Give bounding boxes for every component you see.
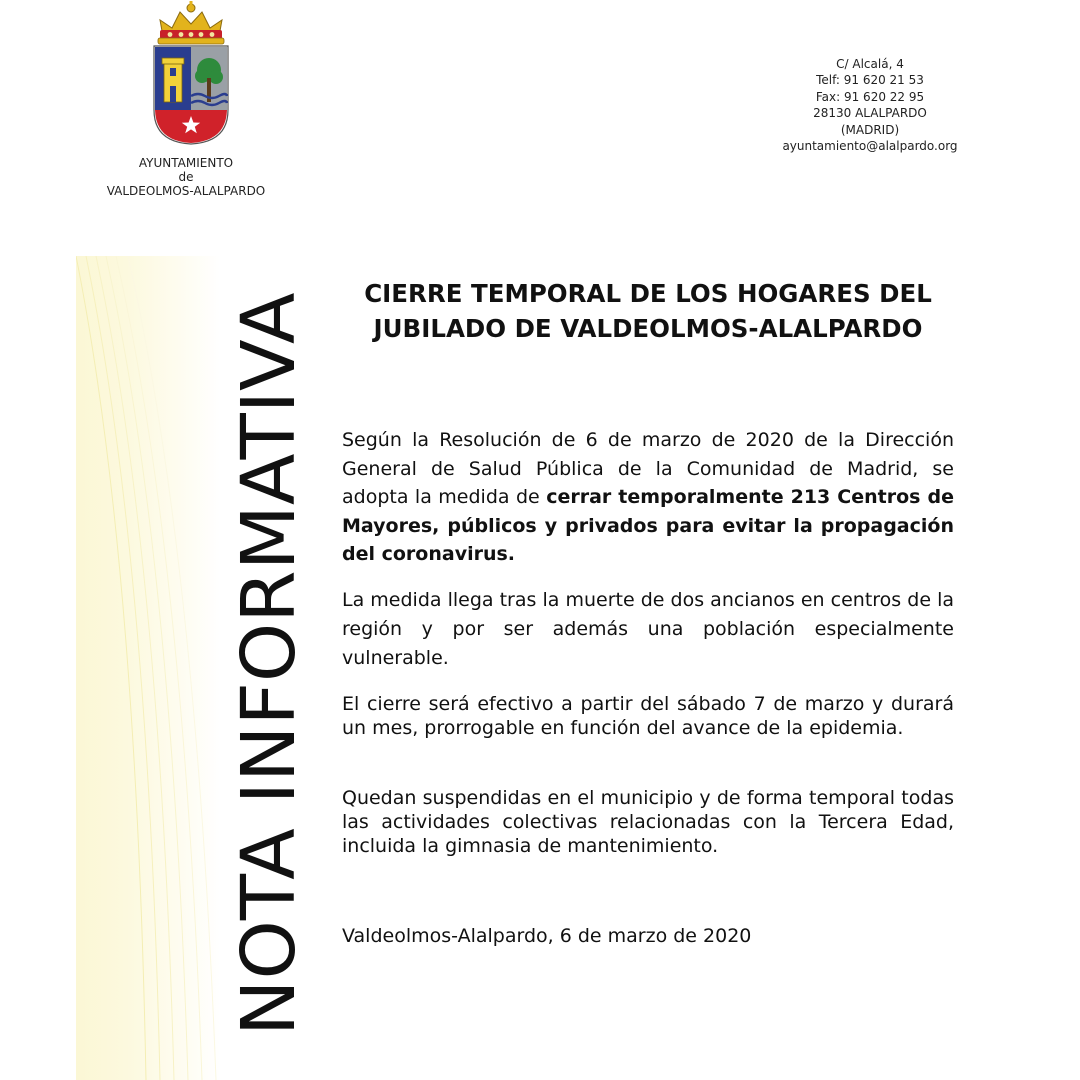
paragraph-resolution <box>342 426 954 569</box>
vertical-title: NOTA INFORMATIVA <box>226 292 312 1037</box>
contact-address: C/ Alcalá, 4 <box>836 57 904 71</box>
paragraph-suspension: Quedan suspendidas en el municipio y de forma temporal todas las actividades colectivas relacionadas con la Tercera Edad, incluida la gimnasia de mantenimiento. <box>342 787 954 857</box>
contact-block <box>740 56 1000 154</box>
contact-postcode: 28130 ALALPARDO <box>813 106 927 121</box>
paragraph-duration: El cierre será efectivo a partir del sábado 7 de marzo y durará un mes, prorrogable en función del avance de la epidemia. <box>342 693 954 739</box>
decorative-band <box>76 256 220 1080</box>
org-name-line: VALDEOLMOS-ALALPARDO <box>106 184 266 198</box>
band-stripes <box>76 256 220 1080</box>
contact-region: (MADRID) <box>840 122 900 137</box>
municipality-name <box>86 156 286 198</box>
contact-email: ayuntamiento@alalpardo.org <box>782 139 958 154</box>
title-line: CIERRE TEMPORAL DE LOS HOGARES DEL <box>364 279 932 308</box>
notice-title <box>330 276 966 346</box>
title-line: JUBILADO DE VALDEOLMOS-ALALPARDO <box>373 314 923 343</box>
org-name-line: de <box>178 170 194 184</box>
contact-phone: Telf: 91 620 21 53 <box>816 73 924 88</box>
paragraph-emphasis: cerrar temporalmente 213 Centros de Mayores, públicos y privados para evitar la propagación del coronavirus. <box>342 486 954 566</box>
contact-fax: Fax: 91 620 22 95 <box>815 89 925 104</box>
org-name-line: AYUNTAMIENTO <box>138 156 234 170</box>
paragraph-text: Según la Resolución de 6 de marzo de 2020 de la Dirección General de Salud Pública de la Comunidad de Madrid, se adopta la medida de <box>342 429 954 509</box>
coat-of-arms-icon <box>146 0 236 150</box>
place-date-signoff: Valdeolmos-Alalpardo, 6 de marzo de 2020 <box>342 925 752 947</box>
paragraph-reason: La medida llega tras la muerte de dos ancianos en centros de la región y por ser además una población especialmente vulnerable. <box>342 589 954 669</box>
